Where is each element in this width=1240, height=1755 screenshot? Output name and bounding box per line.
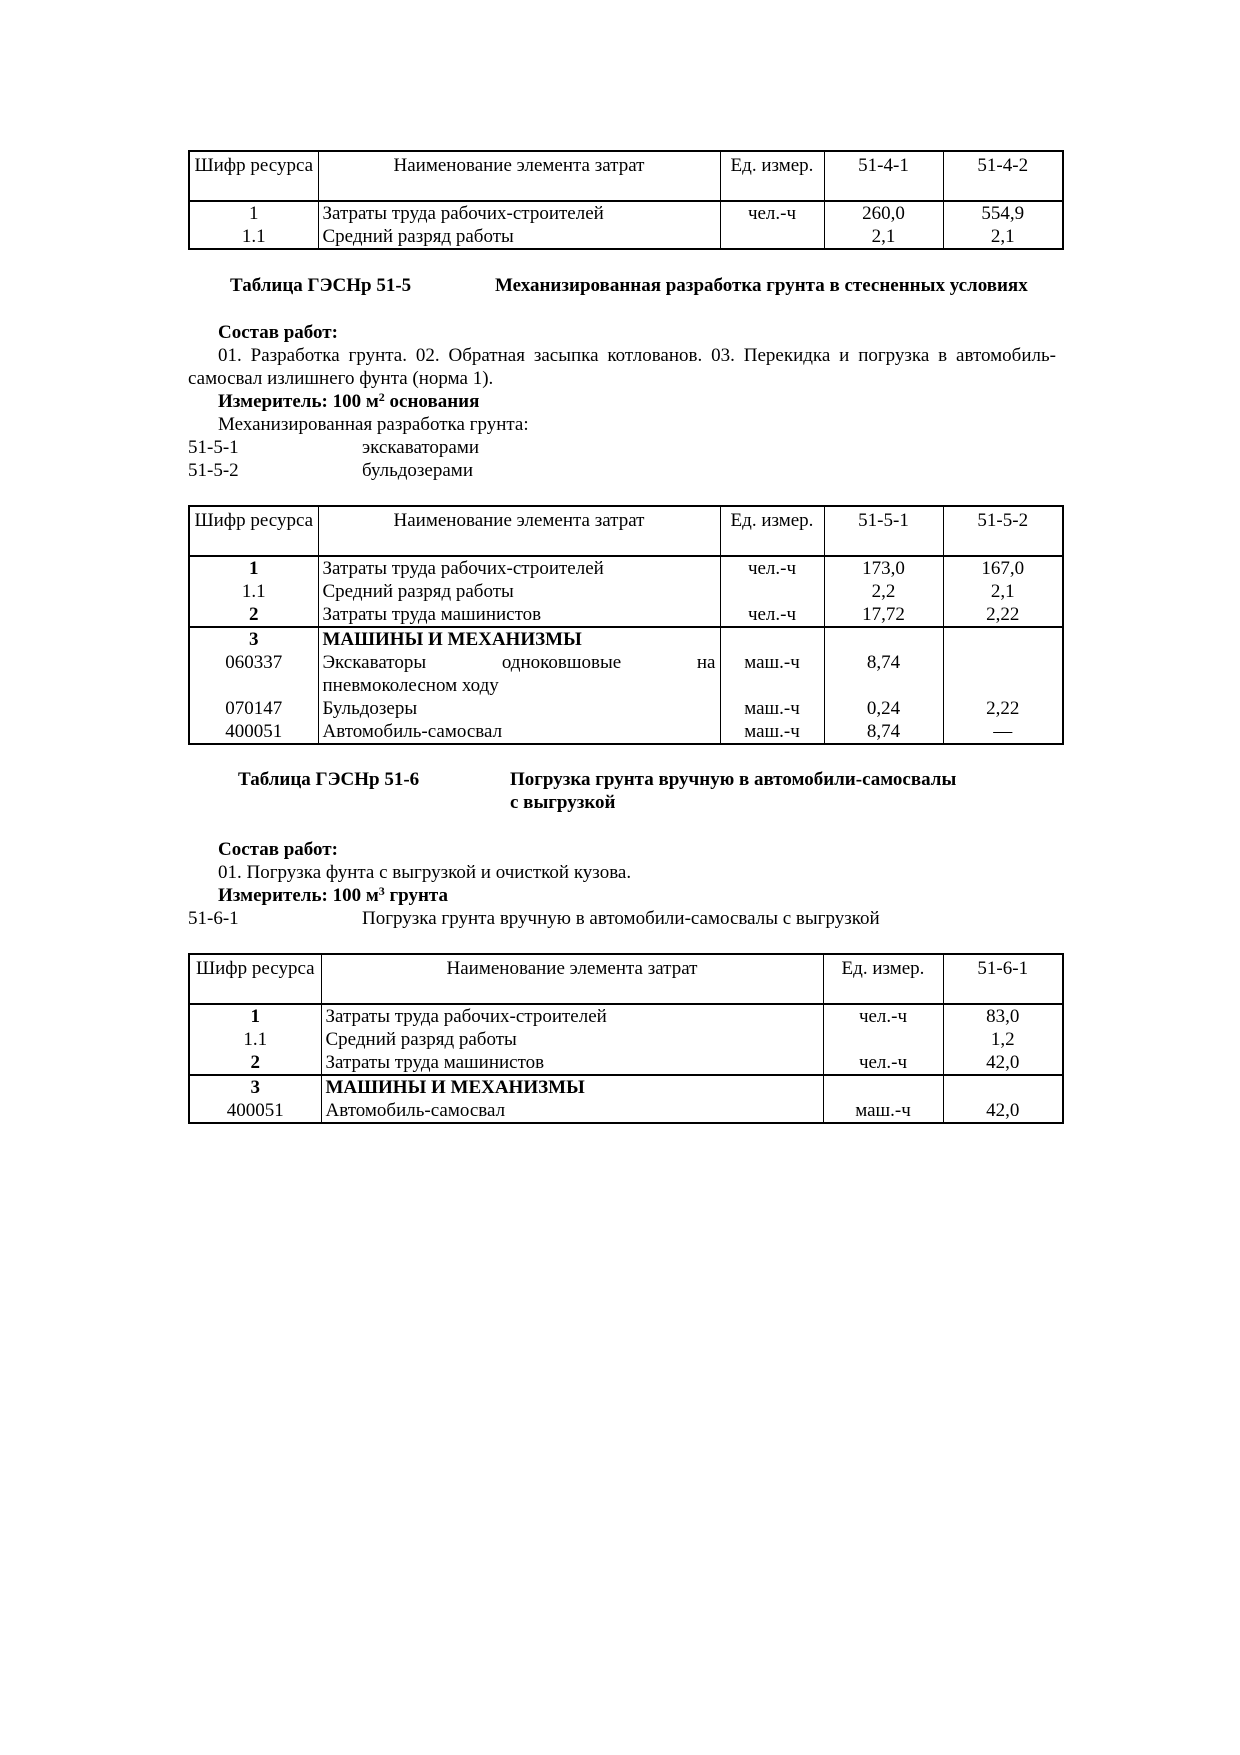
value-cell: 42,0 bbox=[943, 1051, 1063, 1075]
section-title-line-1: Погрузка грунта вручную в автомобили-самосвалы bbox=[510, 769, 957, 790]
section-title: Механизированная разработка грунта в стесненных условиях bbox=[495, 275, 1028, 296]
name-cell: Затраты труда рабочих-строителей bbox=[318, 556, 720, 580]
name-cell: Автомобиль-самосвал bbox=[318, 720, 720, 744]
table-header-row bbox=[189, 506, 1063, 556]
header-cell: Наименование элемента затрат bbox=[318, 506, 720, 556]
table-row bbox=[189, 1099, 1063, 1123]
composition-text: 01. Погрузка фунта с выгрузкой и очисткой кузова. bbox=[218, 862, 632, 883]
header-cell: 51-4-2 bbox=[943, 151, 1063, 201]
name-cell: Средний разряд работы bbox=[318, 580, 720, 603]
table-label: Таблица ГЭСНр 51-6 bbox=[238, 769, 420, 790]
header-cell: 51-5-1 bbox=[824, 506, 943, 556]
code-cell: 1 bbox=[189, 201, 318, 225]
item-code: 51-6-1 bbox=[188, 908, 239, 929]
unit-cell: чел.-ч bbox=[720, 556, 824, 580]
code-cell: 400051 bbox=[225, 721, 283, 742]
value-cell: 167,0 bbox=[943, 556, 1063, 580]
header-cell: Шифр ресурса bbox=[194, 510, 314, 531]
value-cell: — bbox=[943, 720, 1063, 744]
header-cell: Шифр ресурса bbox=[195, 958, 315, 979]
section-title-line-2: с выгрузкой bbox=[510, 792, 616, 813]
value-cell: 554,9 bbox=[943, 201, 1063, 225]
name-cell: Затраты труда рабочих-строителей bbox=[321, 1004, 823, 1028]
section-title bbox=[510, 768, 1062, 814]
name-cell: Затраты труда машинистов bbox=[318, 603, 720, 627]
empty-cell bbox=[943, 1075, 1063, 1099]
value-cell: 2,2 bbox=[824, 580, 943, 603]
value-cell bbox=[943, 651, 1063, 697]
value-cell: 1,2 bbox=[943, 1028, 1063, 1051]
code-cell: 1 bbox=[189, 556, 318, 580]
value-cell: 2,1 bbox=[824, 225, 943, 249]
header-cell: Ед. измер. bbox=[720, 506, 824, 556]
value-cell: 2,1 bbox=[943, 580, 1063, 603]
name-cell: Затраты труда рабочих-строителей bbox=[318, 201, 720, 225]
code-cell: 1 bbox=[189, 1004, 321, 1028]
section-heading-51-6 bbox=[188, 768, 1062, 814]
unit-cell: маш.-ч bbox=[720, 651, 824, 697]
unit-cell: маш.-ч bbox=[823, 1099, 943, 1123]
name-cell: Средний разряд работы bbox=[321, 1028, 823, 1051]
empty-cell bbox=[823, 1075, 943, 1099]
table-row bbox=[189, 580, 1063, 603]
table-row bbox=[189, 603, 1063, 627]
empty-cell bbox=[824, 627, 943, 651]
unit-cell bbox=[823, 1028, 943, 1051]
header-cell: Ед. измер. bbox=[823, 954, 943, 1004]
header-cell: 51-6-1 bbox=[943, 954, 1063, 1004]
meter-label: Измеритель: 100 м bbox=[218, 391, 379, 412]
empty-cell bbox=[943, 627, 1063, 651]
code-cell: 1.1 bbox=[241, 581, 266, 602]
table-51-5 bbox=[188, 505, 1064, 745]
code-cell: 1.1 bbox=[241, 226, 266, 247]
name-cell: Затраты труда машинистов bbox=[321, 1051, 823, 1075]
value-cell: 8,74 bbox=[824, 651, 943, 697]
unit-cell: маш.-ч bbox=[720, 697, 824, 720]
table-row bbox=[189, 651, 1063, 697]
header-cell: Шифр ресурса bbox=[194, 155, 314, 176]
value-cell: 2,22 bbox=[943, 697, 1063, 720]
code-cell: 070147 bbox=[225, 698, 283, 719]
code-cell: 1.1 bbox=[243, 1029, 268, 1050]
meter-line bbox=[188, 390, 1062, 413]
name-word: на bbox=[696, 652, 716, 673]
group-label: МАШИНЫ И МЕХАНИЗМЫ bbox=[321, 1075, 823, 1099]
item-text: Погрузка грунта вручную в автомобили-самосвалы с выгрузкой bbox=[362, 908, 880, 929]
code-cell: 2 bbox=[250, 1052, 260, 1073]
unit-cell: чел.-ч bbox=[720, 603, 824, 627]
value-cell: 0,24 bbox=[824, 697, 943, 720]
section-heading-51-5 bbox=[188, 274, 1062, 297]
name-word: Экскаваторы bbox=[322, 652, 427, 673]
value-cell: 17,72 bbox=[824, 603, 943, 627]
table-row bbox=[189, 201, 1063, 225]
table-row bbox=[189, 627, 1063, 651]
composition-label: Состав работ: bbox=[218, 839, 338, 860]
value-cell: 83,0 bbox=[943, 1004, 1063, 1028]
unit-cell: чел.-ч bbox=[823, 1004, 943, 1028]
table-header-row bbox=[189, 954, 1063, 1004]
table-row bbox=[189, 225, 1063, 249]
code-cell: 3 bbox=[189, 627, 318, 651]
table-row bbox=[189, 1051, 1063, 1075]
table-row bbox=[189, 1004, 1063, 1028]
section-intro: Механизированная разработка грунта: bbox=[218, 414, 529, 435]
unit-cell bbox=[720, 580, 824, 603]
name-word: одноковшовые bbox=[501, 652, 622, 673]
composition-label: Состав работ: bbox=[218, 322, 338, 343]
name-line-1 bbox=[323, 651, 716, 674]
table-row bbox=[189, 1075, 1063, 1099]
name-cell: Автомобиль-самосвал bbox=[321, 1099, 823, 1123]
name-cell: Средний разряд работы bbox=[318, 225, 720, 249]
item-text: экскаваторами bbox=[362, 437, 480, 458]
meter-line bbox=[188, 884, 1062, 907]
header-cell: Ед. измер. bbox=[720, 151, 824, 201]
value-cell: 42,0 bbox=[943, 1099, 1063, 1123]
code-cell: 400051 bbox=[226, 1100, 284, 1121]
table-51-6 bbox=[188, 953, 1064, 1124]
table-row bbox=[189, 697, 1063, 720]
unit-cell: чел.-ч bbox=[720, 201, 824, 225]
header-cell: Наименование элемента затрат bbox=[318, 151, 720, 201]
item-code: 51-5-2 bbox=[188, 460, 239, 481]
composition-text: 01. Разработка грунта. 02. Обратная засыпка котлованов. 03. Перекидка и погрузка в автомобиль-самосвал излишнего фунта (норма 1). bbox=[188, 345, 1056, 389]
item-code: 51-5-1 bbox=[188, 437, 239, 458]
value-cell: 173,0 bbox=[824, 556, 943, 580]
meter-sup: 3 bbox=[378, 884, 385, 898]
group-label: МАШИНЫ И МЕХАНИЗМЫ bbox=[318, 627, 720, 651]
unit-cell: чел.-ч bbox=[823, 1051, 943, 1075]
header-cell: 51-4-1 bbox=[824, 151, 943, 201]
unit-cell bbox=[720, 225, 824, 249]
table-row bbox=[189, 720, 1063, 744]
list-item bbox=[188, 907, 1062, 930]
meter-tail: основания bbox=[384, 391, 480, 412]
unit-cell: маш.-ч bbox=[720, 720, 824, 744]
table-label: Таблица ГЭСНр 51-5 bbox=[230, 275, 412, 296]
meter-label: Измеритель: 100 м bbox=[218, 885, 379, 906]
document-page bbox=[188, 150, 1062, 1124]
empty-cell bbox=[720, 627, 824, 651]
header-cell: Наименование элемента затрат bbox=[321, 954, 823, 1004]
table-row bbox=[189, 1028, 1063, 1051]
meter-tail: грунта bbox=[384, 885, 448, 906]
item-text: бульдозерами bbox=[362, 460, 473, 481]
table-header-row bbox=[189, 151, 1063, 201]
name-cell bbox=[318, 651, 720, 697]
value-cell: 8,74 bbox=[824, 720, 943, 744]
header-cell: 51-5-2 bbox=[943, 506, 1063, 556]
code-cell: 060337 bbox=[225, 652, 283, 673]
code-cell: 2 bbox=[249, 604, 259, 625]
value-cell: 2,22 bbox=[943, 603, 1063, 627]
table-51-4 bbox=[188, 150, 1064, 250]
list-item bbox=[188, 436, 1062, 459]
code-cell: 3 bbox=[189, 1075, 321, 1099]
value-cell: 260,0 bbox=[824, 201, 943, 225]
name-line-2: пневмоколесном ходу bbox=[322, 675, 499, 696]
table-row bbox=[189, 556, 1063, 580]
meter-sup: 2 bbox=[378, 390, 385, 404]
list-item bbox=[188, 459, 1062, 482]
value-cell: 2,1 bbox=[943, 225, 1063, 249]
name-cell: Бульдозеры bbox=[318, 697, 720, 720]
